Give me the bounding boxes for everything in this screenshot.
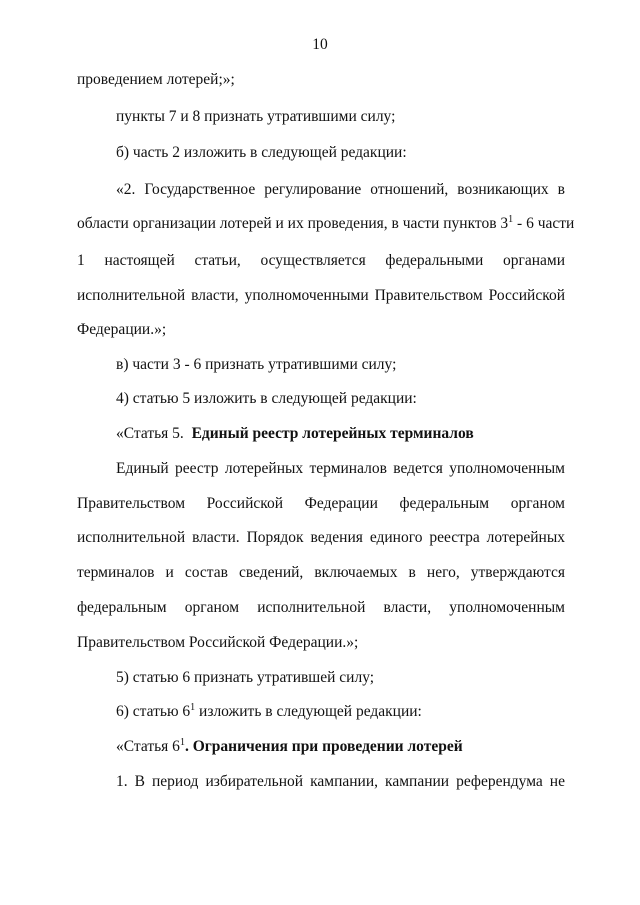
text-line: проведением лотерей;»;: [77, 71, 235, 88]
text-line: б) часть 2 изложить в следующей редакции:: [116, 144, 407, 161]
text-line: Единый реестр лотерейных терминалов ведется уполномоченным: [116, 460, 565, 477]
text-line: пункты 7 и 8 признать утратившими силу;: [116, 108, 396, 125]
text-line: Правительством Российской Федерации федеральным органом: [77, 495, 565, 512]
text-line: 4) статью 5 изложить в следующей редакции:: [116, 390, 417, 407]
text-line: 1. В период избирательной кампании, кампании референдума не: [116, 773, 565, 790]
superscript: 1: [190, 702, 196, 713]
article-heading: [116, 424, 474, 444]
article-title: Единый реестр лотерейных терминалов: [191, 425, 474, 442]
text-line: [116, 702, 422, 722]
article-heading: [116, 737, 463, 757]
text-line: 1 настоящей статьи, осуществляется федеральными органами: [77, 252, 565, 269]
text-segment: изложить в следующей редакции:: [195, 703, 422, 720]
text-segment: области организации лотерей и их проведения, в части пунктов 3: [77, 215, 509, 232]
text-line: федеральным органом исполнительной власти, уполномоченным: [77, 599, 565, 616]
text-line: терминалов и состав сведений, включаемых в него, утверждаются: [77, 564, 565, 581]
text-line: 5) статью 6 признать утратившей силу;: [116, 669, 375, 686]
text-line: Федерации.»;: [77, 321, 167, 338]
text-line: исполнительной власти. Порядок ведения единого реестра лотерейных: [77, 529, 565, 546]
text-line: в) части 3 - 6 признать утратившими силу;: [116, 356, 397, 373]
article-number: «Статья 5.: [116, 425, 184, 442]
text-line: «2. Государственное регулирование отношений, возникающих в: [116, 181, 565, 198]
text-line: [77, 214, 575, 234]
text-line: исполнительной власти, уполномоченными Правительством Российской: [77, 287, 565, 304]
page-number: 10: [312, 36, 328, 53]
superscript: 1: [508, 214, 514, 225]
text-line: Правительством Российской Федерации.»;: [77, 634, 359, 651]
article-title: . Ограничения при проведении лотерей: [184, 738, 463, 755]
text-segment: 6) статью 6: [116, 703, 191, 720]
article-number: «Статья 6: [116, 738, 180, 755]
text-segment: - 6 части: [513, 215, 575, 232]
superscript: 1: [179, 737, 185, 748]
